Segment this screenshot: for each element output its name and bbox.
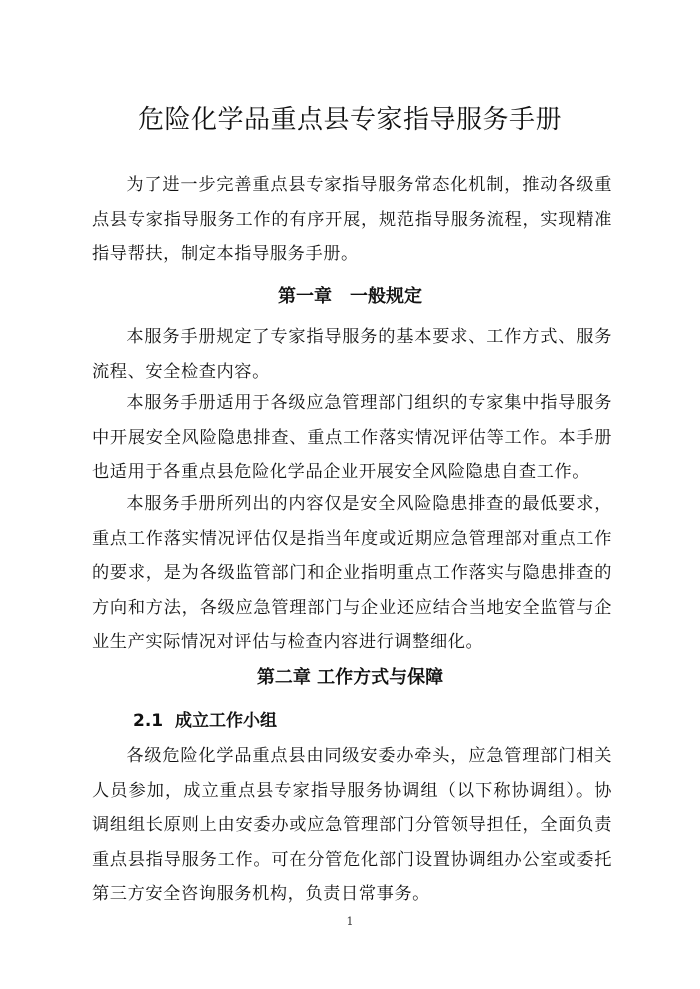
chapter-1-paragraph-2: 本服务手册适用于各级应急管理部门组织的专家集中指导服务中开展安全风险隐患排查、重点工作落实情况评估等工作。本手册也适用于各重点县危险化学品企业开展安全风险隐患自查工作。 (92, 393, 612, 482)
chapter-1-paragraph-1: 本服务手册规定了专家指导服务的基本要求、工作方式、服务流程、安全检查内容。 (92, 327, 612, 382)
section-2-1-paragraph: 各级危险化学品重点县由同级安委办牵头，应急管理部门相关人员参加，成立重点县专家指导服务协调组（以下称协调组）。协调组组长原则上由安委办或应急管理部门分管领导担任，全面负责重点县指导服务工作。可在分管危化部门设置协调组办公室或委托第三方安全咨询服务机构，负责日常事务。 (92, 746, 612, 904)
chapter-1-paragraph-3: 本服务手册所列出的内容仅是安全风险隐患排查的最低要求，重点工作落实情况评估仅是指当年度或近期应急管理部对重点工作的要求，是为各级监管部门和企业指明重点工作落实与隐患排查的方向和方法，各级应急管理部门与企业还应结合当地安全监管与企业生产实际情况对评估与检查内容进行调整细化。 (92, 494, 612, 652)
section-2-1-heading: 2.1 成立工作小组 (133, 711, 277, 731)
intro-paragraph: 为了进一步完善重点县专家指导服务常态化机制，推动各级重点县专家指导服务工作的有序开展，规范指导服务流程，实现精准指导帮扶，制定本指导服务手册。 (92, 175, 612, 264)
document-title: 危险化学品重点县专家指导服务手册 (137, 105, 562, 135)
page-number: 1 (346, 915, 354, 928)
chapter-2-heading: 第二章 工作方式与保障 (256, 667, 444, 688)
chapter-1-heading: 第一章 一般规定 (278, 286, 422, 307)
